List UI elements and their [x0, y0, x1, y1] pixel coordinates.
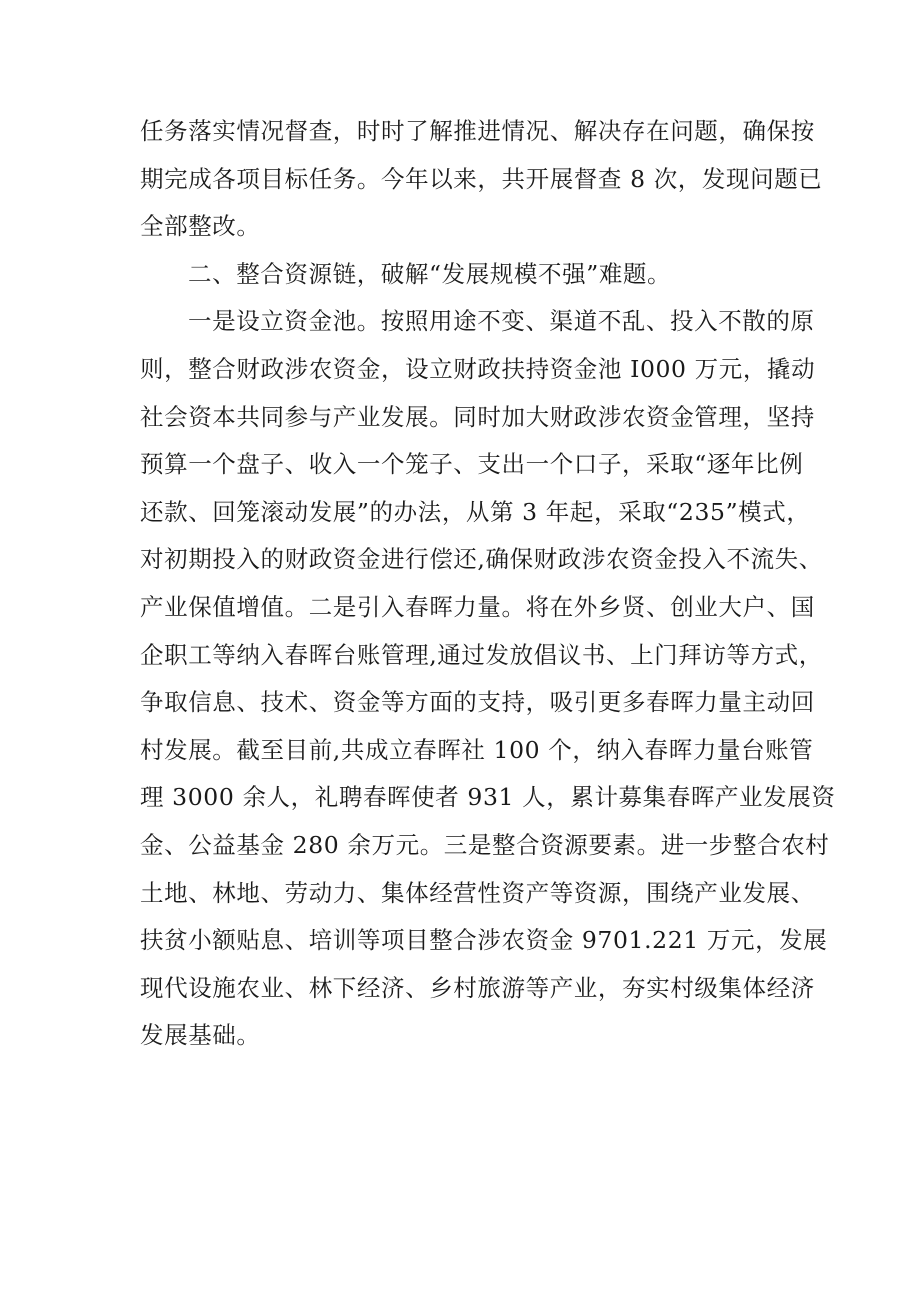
- text-line: 金、公益基金 280 余万元。三是整合资源要素。进一步整合农村: [140, 830, 830, 859]
- text-line: 社会资本共同参与产业发展。同时加大财政涉农资金管理，坚持: [140, 402, 815, 431]
- text-line: 全部整改。: [140, 212, 261, 241]
- text-line: 产业保值增值。二是引入春晖力量。将在外乡贤、创业大户、国: [140, 592, 815, 621]
- text-line: 扶贫小额贴息、培训等项目整合涉农资金 9701.221 万元，发展: [140, 926, 828, 955]
- text-line: 发展基础。: [140, 1021, 261, 1050]
- text-line: 村发展。截至目前,共成立春晖社 100 个，纳入春晖力量台账管: [140, 735, 814, 764]
- text-line: 一是设立资金池。按照用途不变、渠道不乱、投入不散的原: [188, 307, 815, 336]
- text-line: 期完成各项目标任务。今年以来，共开展督查 8 次，发现问题已: [140, 164, 823, 193]
- text-line: 现代设施农业、林下经济、乡村旅游等产业，夯实村级集体经济: [140, 973, 815, 1002]
- text-line: 预算一个盘子、收入一个笼子、支出一个口子，采取“逐年比例: [140, 450, 804, 479]
- text-line: 对初期投入的财政资金进行偿还,确保财政涉农资金投入不流失、: [140, 545, 823, 574]
- text-line: 还款、回笼滚动发展”的办法，从第 3 年起，采取“235”模式，: [140, 497, 811, 526]
- text-line: 则，整合财政涉农资金，设立财政扶持资金池 I000 万元，撬动: [140, 354, 816, 383]
- document-body: [140, 108, 836, 1060]
- text-line: 争取信息、技术、资金等方面的支持，吸引更多春晖力量主动回: [140, 688, 815, 717]
- text-line: 理 3000 余人，礼聘春晖使者 931 人，累计募集春晖产业发展资: [140, 783, 836, 812]
- text-line: 土地、林地、劳动力、集体经营性资产等资源，围绕产业发展、: [140, 878, 815, 907]
- text-line: 企职工等纳入春晖台账管理,通过发放倡议书、上门拜访等方式，: [140, 640, 823, 669]
- text-line: 任务落实情况督查，时时了解推进情况、解决存在问题，确保按: [140, 117, 815, 145]
- section-heading: 二、整合资源链，破解“发展规模不强”难题。: [188, 259, 672, 288]
